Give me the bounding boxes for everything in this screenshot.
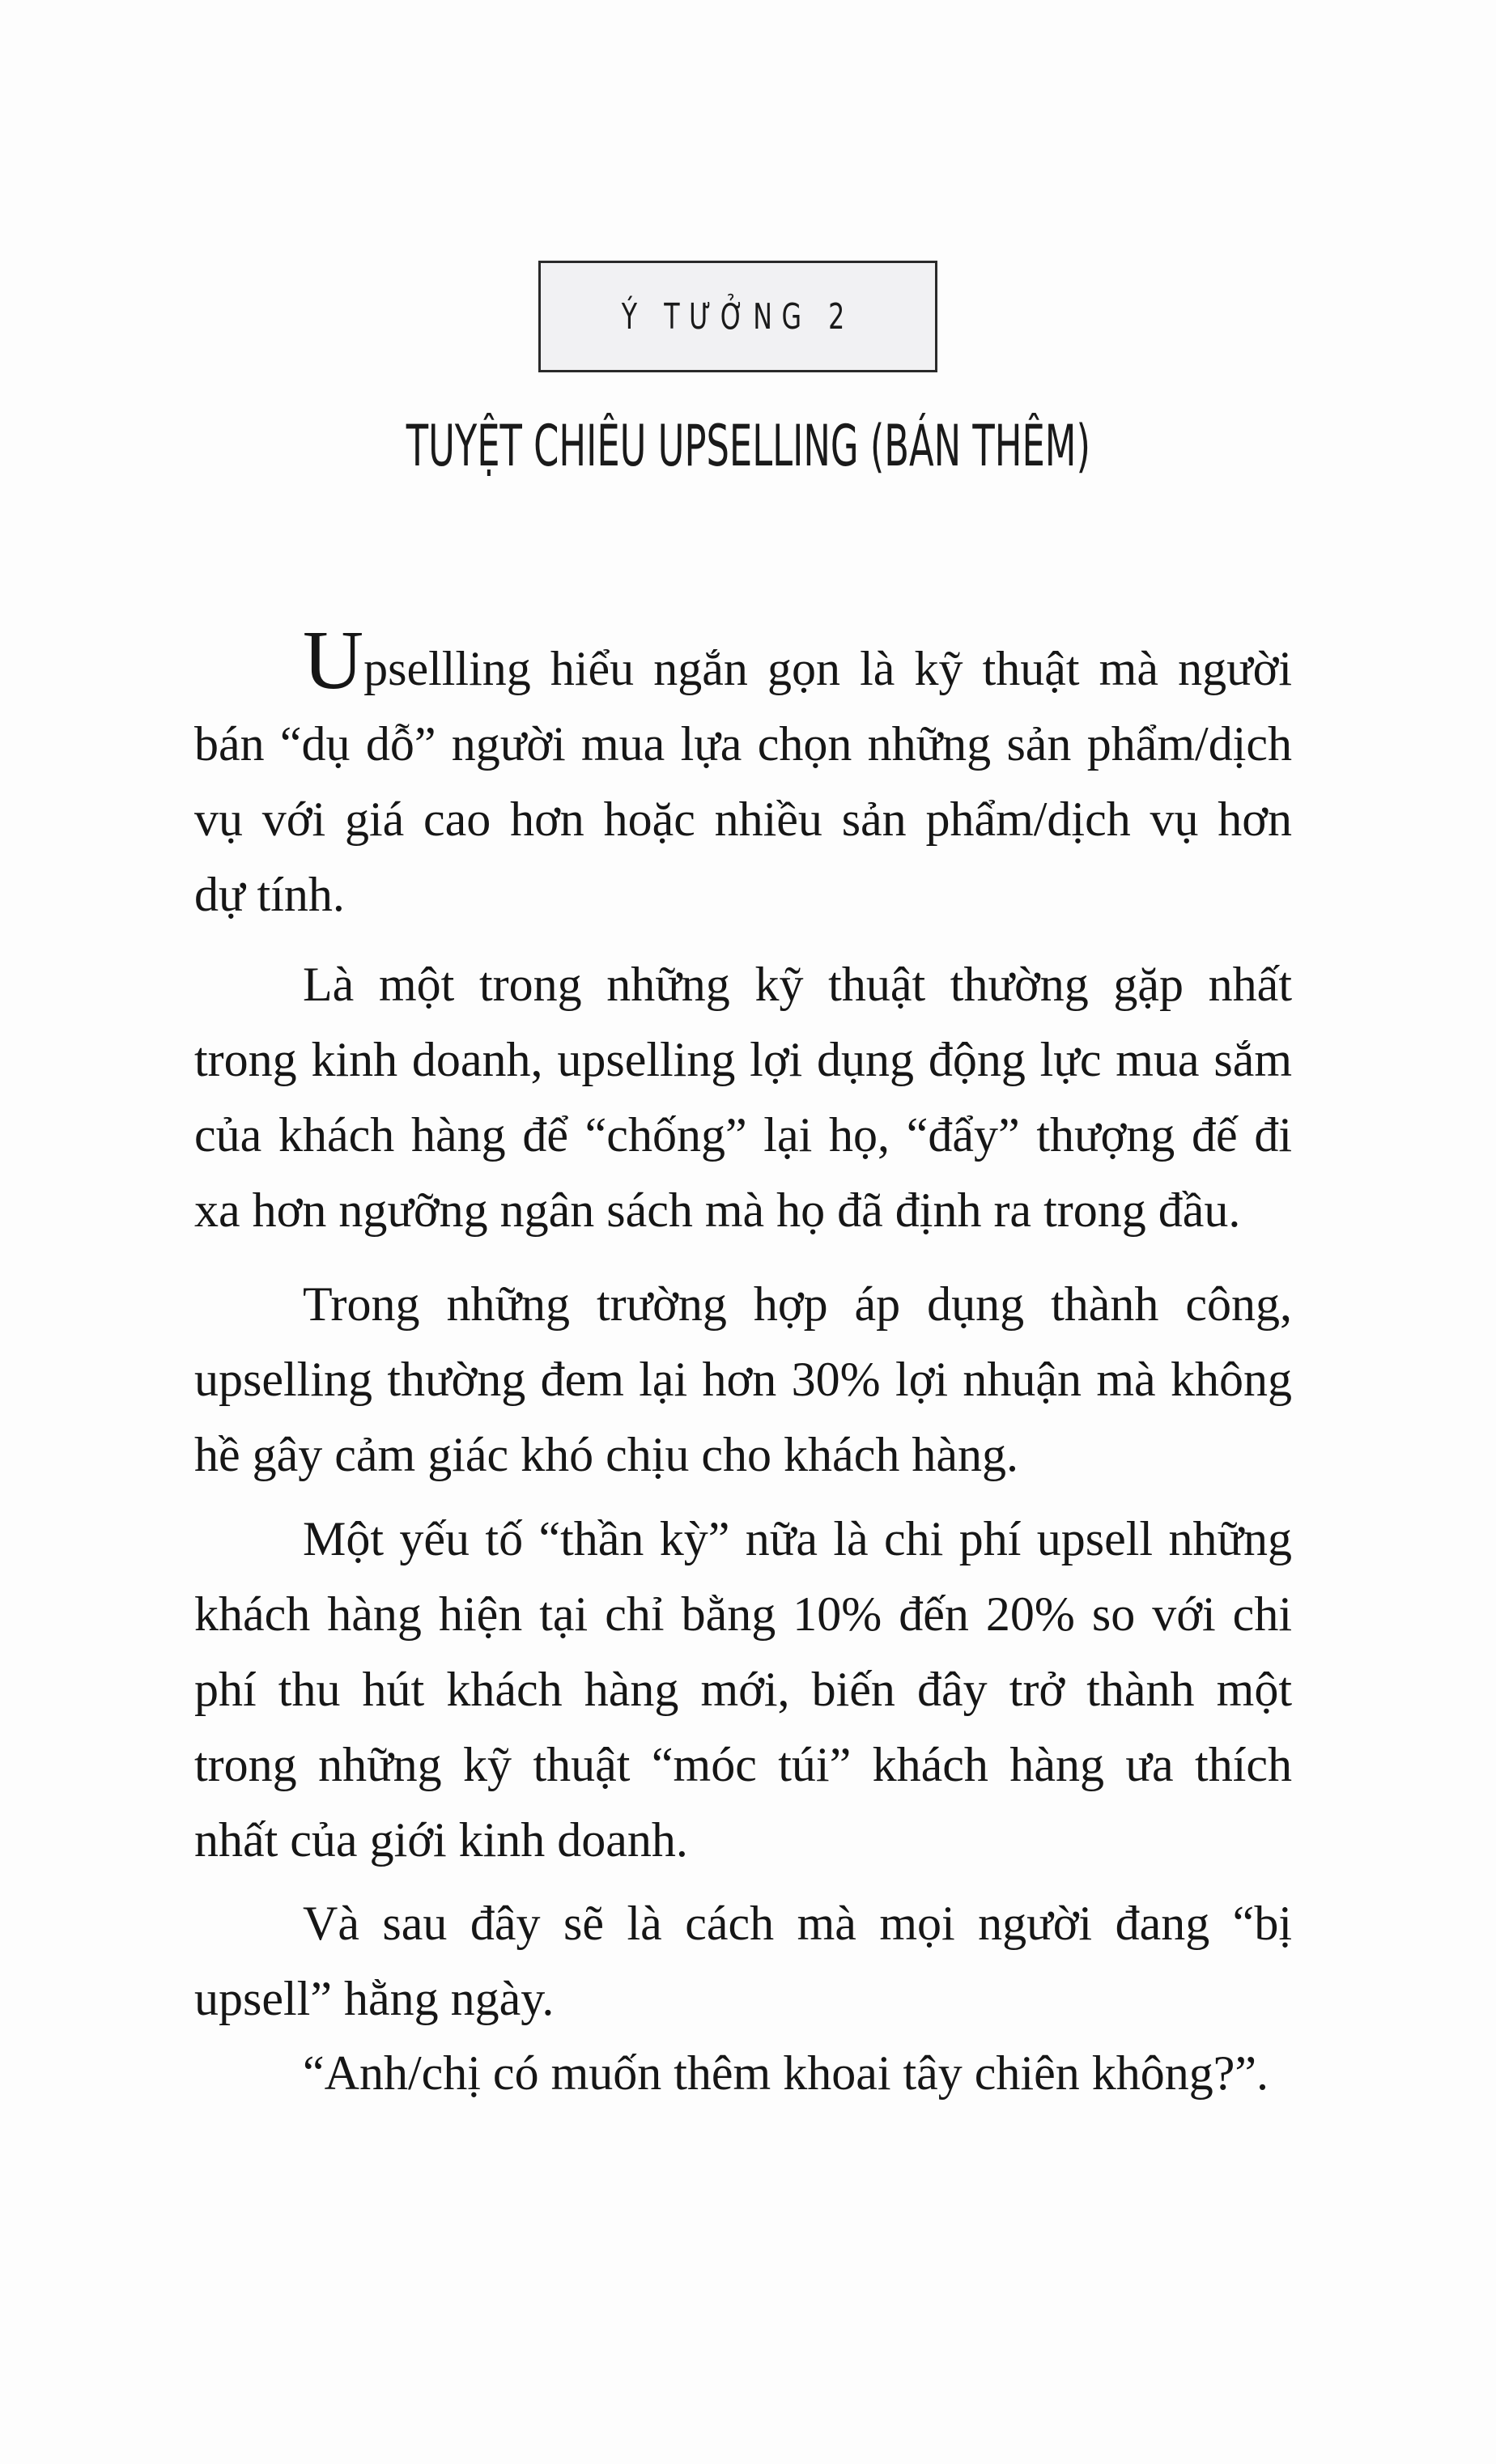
paragraph-line: nhất của giới kinh doanh.: [194, 1813, 688, 1867]
chapter-label-box: [538, 261, 937, 372]
paragraph-line: Upsellling hiểu ngắn gọn là kỹ thuật mà người: [303, 614, 1292, 707]
paragraph-line: trong những kỹ thuật “móc túi” khách hàng ưa thích: [194, 1738, 1292, 1791]
paragraph-3: [194, 1267, 1292, 1493]
paragraph-line: Trong những trường hợp áp dụng thành công,: [303, 1277, 1292, 1331]
paragraph-5: [194, 1886, 1292, 2037]
paragraph-6: [194, 2036, 1292, 2111]
chapter-label: Ý TƯỞNG 2: [621, 295, 855, 338]
paragraph-line: khách hàng hiện tại chỉ bằng 10% đến 20% so với chi: [194, 1587, 1292, 1641]
paragraph-line: upselling thường đem lại hơn 30% lợi nhuận mà không: [194, 1353, 1292, 1406]
paragraph-line: dự tính.: [194, 868, 345, 921]
paragraph-line: phí thu hút khách hàng mới, biến đây trở thành một: [194, 1663, 1292, 1716]
paragraph-line: “Anh/chị có muốn thêm khoai tây chiên không?”.: [303, 2046, 1269, 2100]
paragraph-1: [194, 614, 1292, 932]
paragraph-line: Và sau đây sẽ là cách mà mọi người đang “bị: [303, 1897, 1292, 1950]
paragraph-line: Là một trong những kỹ thuật thường gặp nhất: [303, 958, 1292, 1011]
paragraph-2: [194, 947, 1292, 1248]
paragraph-line: của khách hàng để “chống” lại họ, “đẩy” thượng đế đi: [194, 1108, 1292, 1162]
section-title: [0, 413, 1496, 479]
paragraph-line: xa hơn ngưỡng ngân sách mà họ đã định ra trong đầu.: [194, 1183, 1241, 1237]
paragraph-line: vụ với giá cao hơn hoặc nhiều sản phẩm/dịch vụ hơn: [194, 792, 1292, 846]
paragraph-4: [194, 1502, 1292, 1878]
section-title-text: TUYỆT CHIÊU UPSELLING (BÁN THÊM): [406, 413, 1090, 479]
paragraph-line: trong kinh doanh, upselling lợi dụng động lực mua sắm: [194, 1033, 1292, 1086]
paragraph-line: upsell” hằng ngày.: [194, 1972, 555, 2025]
paragraph-line: Một yếu tố “thần kỳ” nữa là chi phí upsell những: [303, 1512, 1292, 1565]
paragraph-line: bán “dụ dỗ” người mua lựa chọn những sản phẩm/dịch: [194, 717, 1292, 771]
paragraph-line: hề gây cảm giác khó chịu cho khách hàng.: [194, 1428, 1018, 1481]
drop-cap: U: [303, 614, 364, 707]
